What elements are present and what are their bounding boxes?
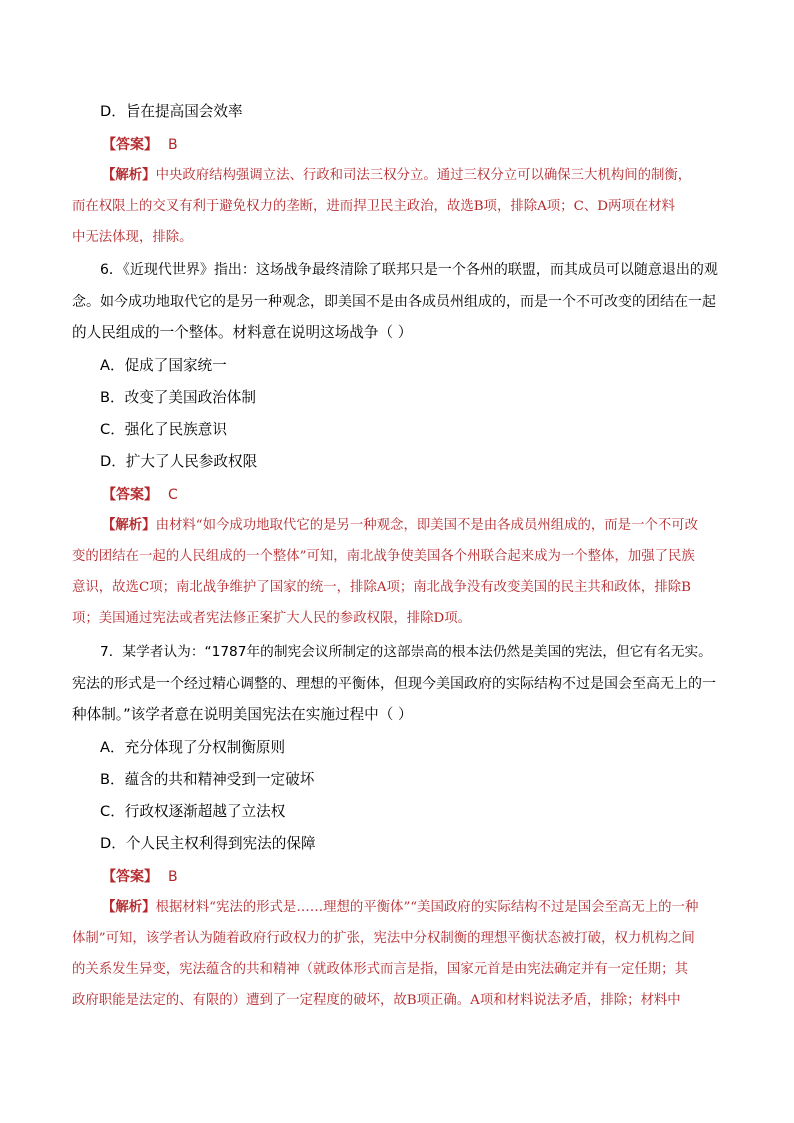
answer-tag: 【答案】 [102,487,158,503]
q6-analysis-line-4: 项；美国通过宪法或者宪法修正案扩大人民的参政权限，排除D项。 [72,611,472,626]
analysis-tag: 【解析】 [102,518,156,533]
q7-stem-line-3: 种体制。”该学者意在说明美国宪法在实施过程中（ ） [72,706,413,723]
q7-analysis-line-4: 政府职能是法定的、有限的）遭到了一定程度的破坏，故B项正确。A项和材料说法矛盾，排除；材料中 [72,993,681,1008]
q7-analysis-line-3: 的关系发生异变，宪法蕴含的共和精神（就政体形式而言是指，国家元首是由宪法确定并有一定任期；其 [72,962,688,977]
q6-stem-line-2: 念。如今成功地取代它的是另一种观念，即美国不是由各成员州组成的，而是一个不可改变的团结在一起 [72,294,716,310]
q6-option-d: D．扩大了人民参政权限 [100,453,258,470]
analysis-text: 中央政府结构强调立法、行政和司法三权分立。通过三权分立可以确保三大机构间的制衡， [155,168,692,183]
q7-stem-line-1: 7．某学者认为：“1787年的制宪会议所制定的这部崇高的根本法仍然是美国的宪法，但它有名无实。 [100,644,712,660]
q5-option-d: D．旨在提高国会效率 [100,103,243,120]
q7-stem-line-2: 宪法的形式是一个经过精心调整的、理想的平衡体，但现今美国政府的实际结构不过是国会至高无上的一 [72,676,716,692]
q7-option-c: C．行政权逐渐超越了立法权 [100,803,286,820]
analysis-text: 根据材料“宪法的形式是……理想的平衡体”“美国政府的实际结构不过是国会至高无上的一种 [155,900,699,915]
analysis-text: 由材料“如今成功地取代它的是另一种观念，即美国不是由各成员州组成的，而是一个不可改 [155,518,699,533]
q6-option-b: B．改变了美国政治体制 [100,389,256,406]
answer-value: B [168,137,178,153]
q6-analysis-line-2: 变的团结在一起的人民组成的一个整体”可知，南北战争使美国各个州联合起来成为一个整体，加强了民族 [72,549,695,564]
q5-analysis-line-1 [102,166,691,186]
q6-option-a: A．促成了国家统一 [100,357,227,374]
q5-analysis-line-2: 而在权限上的交叉有利于避免权力的垄断，进而捍卫民主政治，故选B项，排除A项；C、D两项在材料 [72,199,675,214]
answer-value: C [168,487,178,503]
q6-stem-line-3: 的人民组成的一个整体。材料意在说明这场战争（ ） [72,324,413,341]
q7-option-b: B．蕴含的共和精神受到一定破坏 [100,771,315,788]
q7-option-a: A．充分体现了分权制衡原则 [100,739,286,756]
q6-analysis-line-1 [102,516,698,536]
q6-stem-line-1: 6．《近现代世界》指出：这场战争最终清除了联邦只是一个各州的联盟，而其成员可以随意退出的观 [100,262,718,278]
q6-analysis-line-3: 意识，故选C项；南北战争维护了国家的统一，排除A项；南北战争没有改变美国的民主共和政体，排除B [72,580,691,595]
q7-analysis-line-1 [102,898,698,918]
q7-analysis-line-2: 体制”可知，该学者认为随着政府行政权力的扩张，宪法中分权制衡的理想平衡状态被打破，权力机构之间 [72,931,695,946]
analysis-tag: 【解析】 [102,168,156,183]
answer-tag: 【答案】 [102,869,158,885]
q6-answer [102,484,178,504]
q7-answer [102,866,178,886]
q7-option-d: D．个人民主权利得到宪法的保障 [100,835,316,852]
answer-tag: 【答案】 [102,137,158,153]
analysis-tag: 【解析】 [102,900,156,915]
answer-value: B [168,869,178,885]
q5-analysis-line-3: 中无法体现，排除。 [72,230,193,245]
q5-answer [102,134,178,154]
q6-option-c: C．强化了民族意识 [100,421,227,438]
